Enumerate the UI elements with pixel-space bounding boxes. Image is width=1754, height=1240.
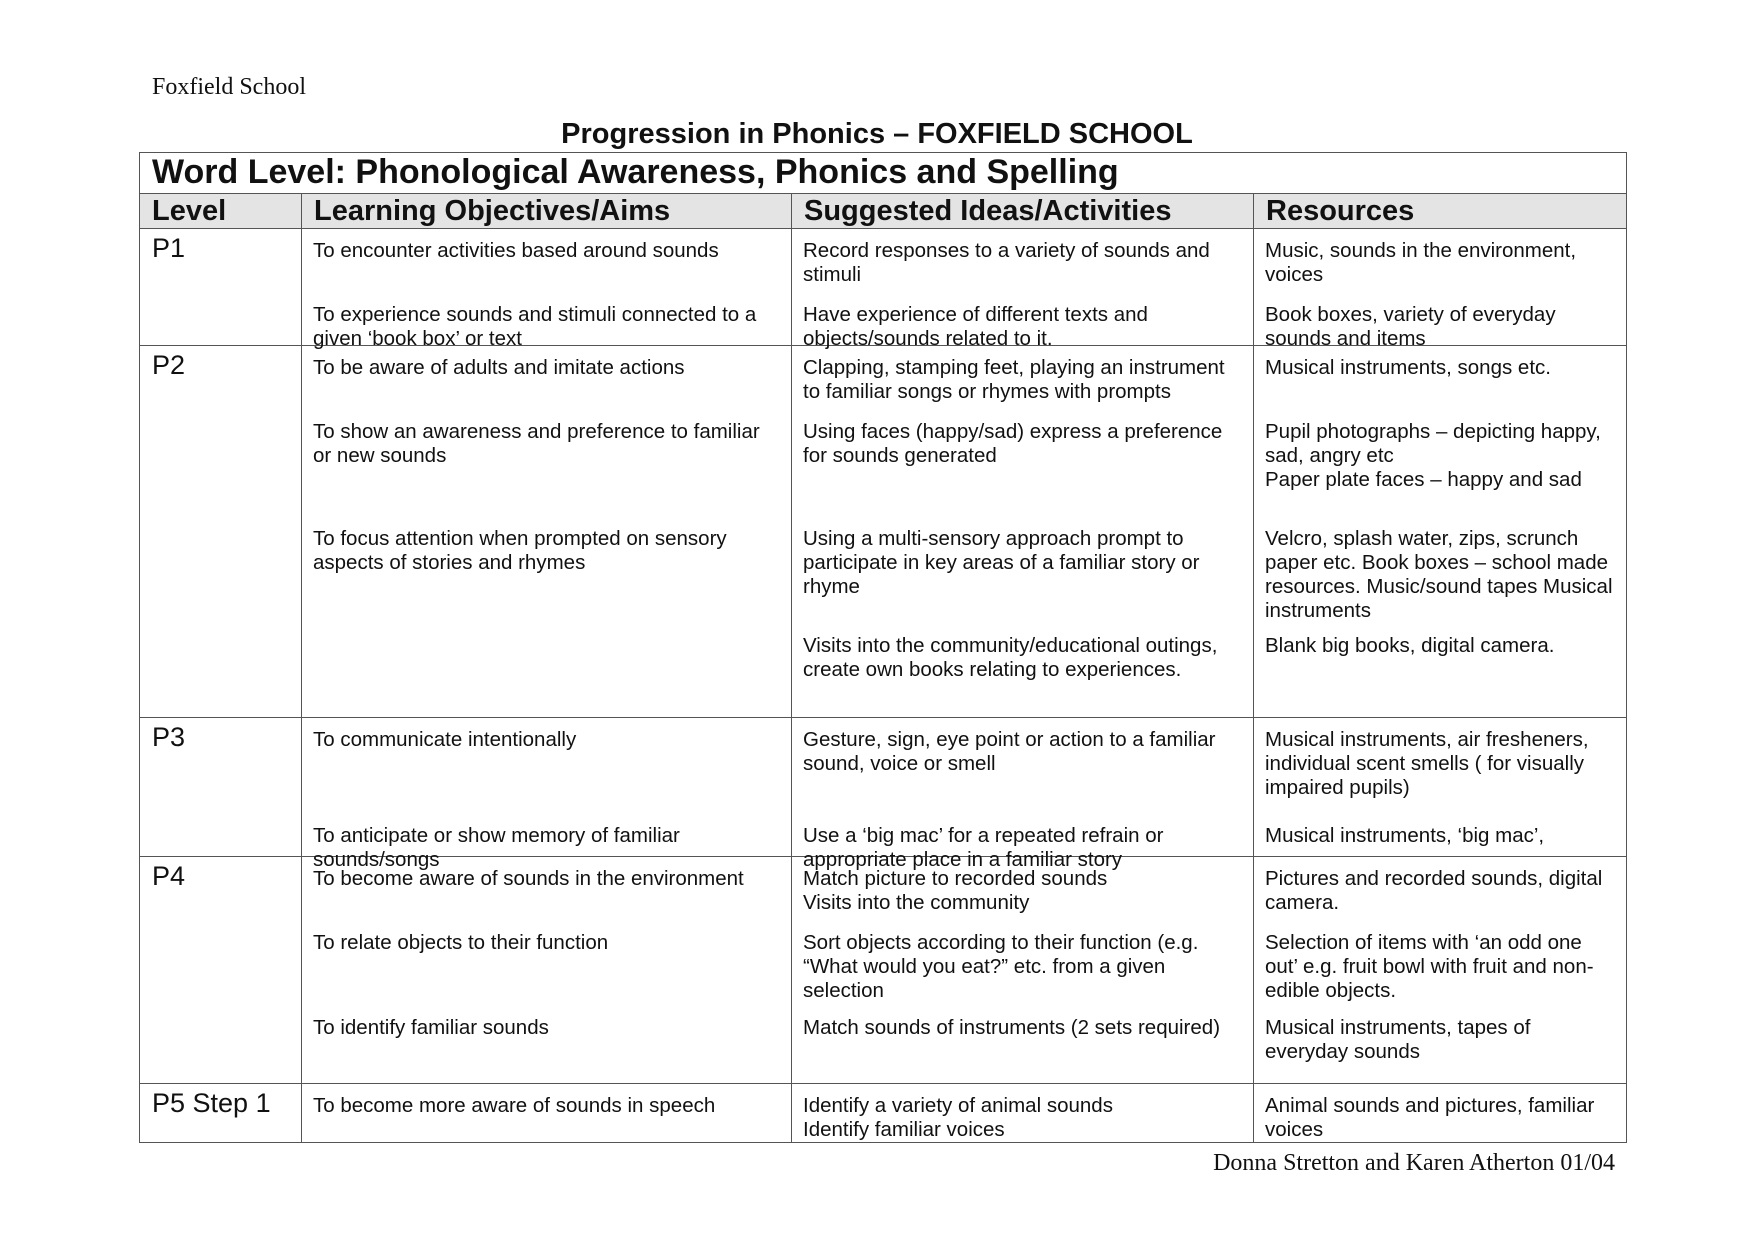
- activities-cell-entry: Identify a variety of animal sounds Identify familiar voices: [803, 1094, 1113, 1141]
- activities-cell: [792, 718, 1254, 871]
- objectives-cell-entry: To anticipate or show memory of familiar sounds/songs: [313, 824, 680, 871]
- objectives-cell-entry: To focus attention when prompted on sensory aspects of stories and rhymes: [313, 527, 727, 574]
- activities-cell-entry: Visits into the community/educational outings, create own books relating to experiences.: [803, 634, 1218, 681]
- objectives-cell-entry: To become aware of sounds in the environment: [313, 867, 744, 890]
- resources-cell-entry: Music, sounds in the environment, voices: [1265, 239, 1577, 286]
- table-row: [140, 346, 1627, 718]
- phonics-progression-table: [139, 152, 1627, 1143]
- resources-cell: [1254, 346, 1627, 718]
- objectives-cell-entry: To be aware of adults and imitate actions: [313, 356, 685, 379]
- resources-cell-entry: Book boxes, variety of everyday sounds and items: [1265, 303, 1556, 350]
- objectives-cell: [302, 857, 792, 1084]
- objectives-cell: [302, 1084, 792, 1143]
- section-title: Word Level: Phonological Awareness, Phonics and Spelling: [140, 153, 1627, 194]
- table-row: [140, 857, 1627, 1084]
- activities-cell-entry: Using a multi-sensory approach prompt to participate in key areas of a familiar story or rhyme: [803, 527, 1200, 598]
- objectives-cell: [302, 346, 792, 718]
- activities-cell-entry: Sort objects according to their function (e.g. “What would you eat?” etc. from a given selection: [803, 931, 1199, 1002]
- activities-cell: [792, 229, 1254, 350]
- activities-cell-entry: Using faces (happy/sad) express a preference for sounds generated: [803, 420, 1223, 467]
- objectives-cell-entry: To encounter activities based around sounds: [313, 239, 719, 262]
- column-header-level: Level: [140, 194, 302, 229]
- resources-cell-entry: Musical instruments, songs etc.: [1265, 356, 1551, 379]
- column-header-row: [140, 194, 1627, 229]
- column-header-activities: Suggested Ideas/Activities: [792, 194, 1254, 229]
- resources-cell-entry: Animal sounds and pictures, familiar voices: [1265, 1094, 1595, 1141]
- column-header-objectives: Learning Objectives/Aims: [302, 194, 792, 229]
- resources-cell: [1254, 718, 1627, 857]
- activities-cell-entry: Gesture, sign, eye point or action to a familiar sound, voice or smell: [803, 728, 1216, 775]
- activities-cell-entry: Clapping, stamping feet, playing an instrument to familiar songs or rhymes with prompts: [803, 356, 1225, 403]
- activities-cell-entry: Have experience of different texts and objects/sounds related to it.: [803, 303, 1148, 350]
- resources-cell-entry: Pupil photographs – depicting happy, sad, angry etc Paper plate faces – happy and sad: [1265, 420, 1601, 491]
- objectives-cell-entry: To communicate intentionally: [313, 728, 577, 751]
- activities-cell: [792, 857, 1254, 1084]
- objectives-cell: [302, 229, 792, 350]
- resources-cell: [1254, 857, 1627, 1084]
- objectives-cell-entry: To become more aware of sounds in speech: [313, 1094, 716, 1117]
- section-title-row: [140, 153, 1627, 194]
- objectives-cell: [302, 718, 792, 871]
- table-row: [140, 1084, 1627, 1143]
- resources-cell-entry: Blank big books, digital camera.: [1265, 634, 1555, 657]
- resources-cell-entry: Selection of items with ‘an odd one out’ e.g. fruit bowl with fruit and non-edible objects.: [1265, 931, 1594, 1002]
- activities-cell-entry: Use a ‘big mac’ for a repeated refrain or appropriate place in a familiar story: [803, 824, 1164, 871]
- table-row: [140, 229, 1627, 346]
- objectives-cell-entry: To identify familiar sounds: [313, 1016, 549, 1039]
- school-header: Foxfield School: [152, 74, 306, 100]
- resources-cell-entry: Musical instruments, ‘big mac’,: [1265, 824, 1545, 847]
- activities-cell-entry: Record responses to a variety of sounds and stimuli: [803, 239, 1210, 286]
- column-header-resources: Resources: [1254, 194, 1627, 229]
- level-cell: P1: [140, 229, 302, 346]
- document-title: Progression in Phonics – FOXFIELD SCHOOL: [561, 118, 1193, 150]
- activities-cell-entry: Match picture to recorded sounds Visits into the community: [803, 867, 1108, 914]
- level-cell: P5 Step 1: [140, 1084, 302, 1143]
- resources-cell-entry: Pictures and recorded sounds, digital camera.: [1265, 867, 1603, 914]
- objectives-cell-entry: To show an awareness and preference to familiar or new sounds: [313, 420, 760, 467]
- table-row: [140, 718, 1627, 857]
- level-cell: P4: [140, 857, 302, 1084]
- objectives-cell-entry: To relate objects to their function: [313, 931, 609, 954]
- resources-cell-entry: Musical instruments, air fresheners, individual scent smells ( for visually impaired pupils): [1265, 728, 1589, 799]
- activities-cell: [792, 346, 1254, 718]
- level-cell: P2: [140, 346, 302, 718]
- objectives-cell-entry: To experience sounds and stimuli connected to a given ‘book box’ or text: [313, 303, 757, 350]
- resources-cell: [1254, 1084, 1627, 1143]
- resources-cell: [1254, 229, 1627, 350]
- level-cell: P3: [140, 718, 302, 857]
- activities-cell-entry: Match sounds of instruments (2 sets required): [803, 1016, 1221, 1039]
- resources-cell-entry: Musical instruments, tapes of everyday sounds: [1265, 1016, 1531, 1063]
- footer-authors: Donna Stretton and Karen Atherton 01/04: [1213, 1150, 1615, 1176]
- resources-cell-entry: Velcro, splash water, zips, scrunch paper etc. Book boxes – school made resources. Music/sound tapes Musical instruments: [1265, 527, 1613, 622]
- activities-cell: [792, 1084, 1254, 1143]
